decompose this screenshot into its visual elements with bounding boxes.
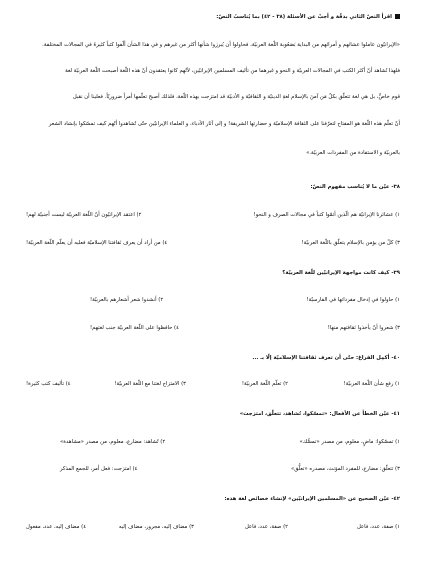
answer-option[interactable]: ٤) حافظوا على اللّغة العربيّة جنب لغتهم!: [90, 325, 179, 331]
question-stem: ٣٩- كيف كانت مواجهة الإيرانيّين للّغة العربيّة؟: [282, 270, 400, 276]
answer-option[interactable]: ٤) تأليف كتب كثيرة!: [26, 381, 71, 387]
answer-option[interactable]: ٣) تتعلّق: مضارع، للمفرد المؤنث، مصدره «تعلُّق»: [291, 466, 400, 472]
answer-option[interactable]: ١) صفة، عدد، فاعل: [356, 524, 400, 530]
answer-option[interactable]: ٢) صفة، عدد، فاعل: [244, 524, 288, 530]
passage-line: قوم خاصٍّ، بل هي لغة تتعلّق بكلّ مَن آمنَ بالإسلام لغةِ الدينيّة و الثقافيّة و الأدبيّة قد امتزجت بهذه اللّغة، فلذلك أصبح تعلّمها أمراً ضروريّاً. فعلينا أن نقبل: [72, 94, 400, 100]
question-stem: ٤١- عيّن الخطأ عن الأفعال: «تمسّكوا، تُشاهد، تتعلّق، امتزجت»: [239, 411, 400, 417]
answer-option[interactable]: ١) رفع شأن اللّغة العربيّة!: [343, 381, 400, 387]
answer-option[interactable]: ٤) من أراد أن يعرف ثقافتنا الإسلاميّة فعليه أن يعلّم اللّغة العربيّة!: [26, 240, 168, 246]
bullet-square-icon: [395, 14, 400, 19]
instruction-line: [216, 14, 400, 21]
answer-option[interactable]: ٣) شعروا أنّ يأخذوا ثقافتهم منها!: [327, 325, 400, 331]
question-stem: ٤٢- عيّن الصحيح عن «المسلمين الإيرانيّين» لإنشاء خصائص لغة هذه:: [224, 496, 400, 502]
instruction-text: اقرأ النصّ الثاني بدقّة و أجبْ عن الأسئلة (٣٨ - ٤٢) بما يُناسبُ النصّ:: [216, 14, 392, 20]
answer-option[interactable]: ٢) أنشدوا شعر أشعارهم بالعربيّة!: [90, 297, 164, 303]
passage-line: أنّ تعلّم هذه اللّغة هو المفتاح لتعرّفنا على الثقافة الإسلاميّة و حضارتها الشريفة! و إلى آثار الأدباء، و العلماء الإيرانيّين حتّى تُشاهدوا أنّهم كيف تمسّكوا بإنشاد الشعر: [48, 121, 400, 127]
answer-option[interactable]: ١) تمسّكوا: ماضٍ، معلوم، من مصدر «تمسُّك»: [299, 439, 400, 445]
passage-line: «الإيرانيّون عاملوا عشائهم و أمرائهم من البداية بَصَعُوبة اللّغة العربيّة، فحاولوا أن يُبرزوا شأنها أكثر من غيرهم و في هذا الشأن ألّفوا كتباً كثيرةً في المجالات المختلفة.: [42, 42, 400, 48]
answer-option[interactable]: ٤) امتزجت: فعل أمر، للجمع المذكر: [60, 466, 138, 472]
answer-option[interactable]: ٢) تعلّم اللّغة العربيّة!: [241, 381, 288, 387]
answer-option[interactable]: ٢) اعتقد الإيرانيّون أنّ اللّغة العربيّة ليست أجنبيّة لهم!: [26, 212, 142, 218]
passage-line: فلهذا نُشاهد أنّ أكثر الكتب في المجالات العربيّة و النحو و غيرهما من تأليف المسلمين الإيرانيّين، لأنّهم كانوا يعتقدون أنّ هذه اللّغة أصبحت اللّغة العربيّة لغة: [65, 68, 400, 74]
answer-option[interactable]: ٣) مضاف إليه، مجرور، مضاف إليه: [118, 524, 194, 530]
answer-option[interactable]: ٢) تُشاهد: مضارع، معلوم، من مصدر «مشاهدة»: [60, 439, 166, 445]
answer-option[interactable]: ١) حاولوا في إدخال مفرداتها في الفارسيّة!: [306, 297, 400, 303]
answer-option[interactable]: ٣) كلّ من يؤمن بالإسلام يتعلّق باللّغة العربيّة!: [301, 240, 400, 246]
question-stem: ٣٨- عيّن ما لا يُناسب مفهوم النصّ:: [310, 184, 400, 190]
answer-option[interactable]: ٤) مضاف إليه، عدد، مفعول: [26, 524, 87, 530]
question-stem: ٤٠- أكمِل الفراغ: حتّى أن تعرف ثقافتنا الإسلاميّة إلّا بـ ...: [252, 355, 400, 361]
passage-line: بالعربيّة و الاستفادة من المفردات العربيّة.»: [306, 150, 400, 156]
answer-option[interactable]: ١) عشائرنا الإيرانيّة هم الّذين أتمّوا كتباً في مجالات الصرف و النحو!: [253, 212, 400, 218]
answer-option[interactable]: ٣) الامتزاج لغتنا مع اللّغة العربيّة!: [114, 381, 186, 387]
